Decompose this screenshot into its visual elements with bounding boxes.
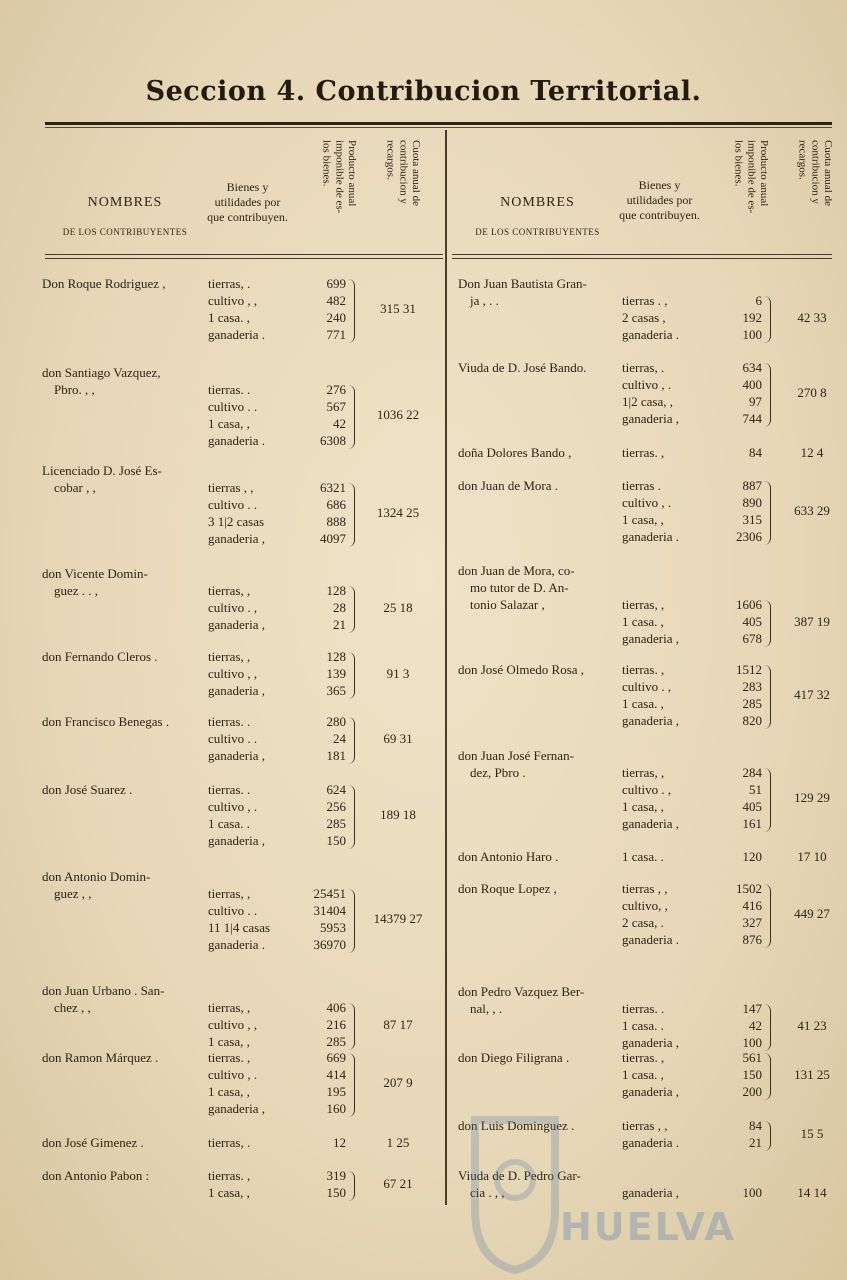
cuota-value: 315 31 [380,301,416,316]
value-brace [348,1003,355,1050]
contributor-name: don José Gimenez . [42,1135,144,1150]
watermark-text: HUELVA [560,1205,736,1249]
asset-item: tierras, , [622,765,665,780]
product-value: 21 [749,1135,762,1150]
asset-item: tierras . [622,478,661,493]
product-value: 890 [742,495,762,510]
asset-item: tierras . , [622,293,668,308]
contributor-name: don Ramon Márquez . [42,1050,159,1065]
product-value: 200 [742,1084,762,1099]
cuota-value: 25 18 [383,599,413,615]
asset-item: tierras. , [208,1168,251,1183]
product-value: 36970 [313,937,346,952]
asset-item: tierras, . [622,360,665,375]
value-brace [764,363,771,427]
asset-item: ganaderia , [622,1035,680,1050]
contributor-name: don Juan José Fernan- [458,748,574,763]
product-value: 147 [742,1001,762,1016]
asset-item: 11 1|4 casas [208,920,271,935]
contributor-name: don Antonio Haro . [458,849,559,864]
asset-item: tierras. , [622,662,665,677]
product-value: 12 [333,1135,346,1150]
asset-item: 1 casa, , [208,1034,250,1049]
contributor-name: Don Roque Rodriguez , [42,276,166,291]
product-value: 414 [326,1067,346,1082]
cuota-value: 270 8 [797,385,827,400]
header-separator-right-2 [452,258,832,259]
asset-item: tierras. , [208,1050,251,1065]
product-value: 240 [326,310,346,325]
asset-item: cultivo , , [208,666,258,681]
contributor-name: don José Suarez . [42,782,133,797]
product-value: 24 [333,731,346,746]
contributor-name: don Luis Dominguez . [458,1118,575,1133]
contributor-name: dez, Pbro . [470,765,526,780]
product-value: 150 [742,1067,762,1082]
top-rule-thin [45,127,832,128]
asset-item: 1 casa. . [622,849,664,864]
product-value: 482 [326,293,346,308]
cuota-value: 12 4 [800,444,824,460]
asset-item: cultivo , . [208,799,258,814]
contributor-name: doña Dolores Bando , [458,445,572,460]
asset-item: cultivo . , [622,782,672,797]
asset-item: ganaderia . [622,327,680,342]
product-value: 567 [326,399,346,414]
contributor-name: tonio Salazar , [470,597,545,612]
product-value: 365 [326,683,346,698]
header-separator-left [45,254,443,255]
header-cuota: Cuota anual de contribucion y recargos. [384,140,422,206]
product-value: 686 [326,497,346,512]
cuota-value: 129 29 [794,790,830,805]
contributor-name: don Antonio Pabon : [42,1168,150,1183]
contributor-name: Viuda de D. Pedro Gar- [458,1168,581,1183]
product-value: 84 [749,445,762,460]
value-brace [348,279,355,343]
product-value: 678 [742,631,762,646]
asset-item: ganaderia . [622,529,680,544]
asset-item: tierras. . [622,1001,665,1016]
asset-item: cultivo . . [208,731,258,746]
header-nombres-right: NOMBRES DE LOS CONTRIBUYENTES [475,195,600,237]
product-value: 100 [742,1185,762,1200]
cuota-value: 15 5 [800,1126,824,1141]
product-value: 319 [326,1168,346,1183]
asset-item: cultivo , . [208,1067,258,1082]
contributor-name: Viuda de D. José Bando. [458,360,587,375]
product-value: 181 [326,748,346,763]
product-value: 5953 [320,920,346,935]
cuota-value: 14379 27 [373,911,423,926]
product-value: 31404 [313,903,346,918]
asset-item: ganaderia , [208,748,266,763]
contributor-name: don Juan de Mora . [458,478,559,493]
value-brace [348,717,355,764]
cuota-value: 42 33 [797,309,827,325]
contributor-name: ja , . . [470,293,499,308]
contributor-name: guez , , [54,886,92,901]
asset-item: cultivo . . [208,399,258,414]
asset-item: cultivo . , [622,679,672,694]
product-value: 624 [326,782,346,797]
product-value: 406 [326,1000,346,1015]
contributor-name: don Roque Lopez , [458,881,557,896]
cuota-value: 1324 25 [376,505,420,520]
product-value: 699 [326,276,346,291]
asset-item: ganaderia , [208,1101,266,1116]
product-value: 42 [333,416,346,431]
product-value: 128 [326,583,346,598]
product-value: 150 [326,1185,346,1200]
product-value: 669 [326,1050,346,1065]
contributor-name: don Diego Filigrana . [458,1050,570,1065]
cuota-value: 41 23 [797,1017,827,1033]
product-value: 634 [742,360,762,375]
asset-item: tierras, , [622,597,665,612]
asset-item: 1 casa. , [208,310,250,325]
asset-item: tierras, , [208,886,251,901]
cuota-value: 91 3 [386,665,410,681]
product-value: 97 [749,394,762,409]
product-value: 1512 [736,662,762,677]
contributor-name: don Fernando Cleros . [42,649,158,664]
product-value: 285 [326,816,346,831]
header-bienes-right: Bienes y utilidades por que contribuyen. [619,178,700,222]
asset-item: tierras, . [208,276,251,291]
product-value: 283 [742,679,762,694]
contributor-name: don Pedro Vazquez Ber- [458,984,585,999]
asset-item: 1 casa, , [622,512,664,527]
contributor-name: Licenciado D. José Es- [42,463,162,478]
product-value: 4097 [320,531,346,546]
value-brace [348,385,355,449]
asset-item: tierras. . [208,382,251,397]
asset-item: ganaderia . [622,932,680,947]
cuota-value: 17 10 [797,848,827,864]
product-value: 405 [742,614,762,629]
product-value: 405 [742,799,762,814]
contributor-name: don Vicente Domin- [42,566,148,581]
contributor-name: don José Olmedo Rosa , [458,662,585,677]
asset-item: 3 1|2 casas [208,514,265,529]
header-producto-right: Producto anual imponible de es- los bienes. [732,140,770,214]
asset-item: tierras, . [208,1135,251,1150]
product-value: 276 [326,382,346,397]
cuota-value: 1 25 [386,1134,410,1150]
contributor-name: cia . , , [470,1185,505,1200]
header-separator-left-2 [45,258,443,259]
asset-item: 1 casa. , [622,614,664,629]
product-value: 285 [326,1034,346,1049]
contributor-name: Don Juan Bautista Gran- [458,276,587,291]
value-brace [348,1171,355,1201]
value-brace [764,1004,771,1051]
asset-item: ganaderia , [622,1185,680,1200]
asset-item: 1 casa. . [208,816,250,831]
cuota-value: 67 21 [383,1176,413,1191]
asset-item: 2 casas , [622,310,666,325]
asset-item: cultivo, , [622,898,668,913]
asset-item: tierras, , [208,1000,251,1015]
asset-item: ganaderia , [208,531,266,546]
product-value: 51 [749,782,762,797]
contributor-name: don Antonio Domin- [42,869,151,884]
asset-item: tierras , , [622,881,668,896]
value-brace [764,884,771,948]
value-brace [764,665,771,729]
cuota-value: 633 29 [794,503,830,518]
contributor-name: don Francisco Benegas . [42,714,170,729]
product-value: 195 [326,1084,346,1099]
product-value: 416 [742,898,762,913]
asset-item: tierras. , [622,445,665,460]
product-value: 256 [326,799,346,814]
asset-item: cultivo , . [622,495,672,510]
cuota-value: 189 18 [380,807,416,822]
header-separator-right [452,254,832,255]
asset-item: tierras , , [208,480,254,495]
asset-item: tierras, , [208,583,251,598]
asset-item: tierras , , [622,1118,668,1133]
asset-item: ganaderia , [208,833,266,848]
product-value: 120 [742,849,762,864]
value-brace [764,1053,771,1100]
product-value: 139 [326,666,346,681]
value-brace [348,586,355,633]
contributor-name: cobar , , [54,480,96,495]
asset-item: 1 casa. , [622,696,664,711]
product-value: 771 [326,327,346,342]
product-value: 327 [742,915,762,930]
asset-item: 1 casa. , [622,1067,664,1082]
asset-item: ganaderia , [622,1084,680,1099]
value-brace [764,600,771,647]
cuota-value: 87 17 [383,1016,413,1032]
product-value: 315 [742,512,762,527]
asset-item: ganaderia . [208,937,266,952]
product-value: 400 [742,377,762,392]
product-value: 1502 [736,881,762,896]
asset-item: ganaderia , [208,617,266,632]
cuota-value: 207 9 [383,1075,413,1090]
asset-item: tierras. , [622,1050,665,1065]
asset-item: cultivo . , [208,600,258,615]
page-title: Seccion 4. Contribucion Territorial. [145,76,702,107]
product-value: 100 [742,327,762,342]
contributor-name: mo tutor de D. An- [470,580,569,595]
asset-item: ganaderia , [622,631,680,646]
header-bienes: Bienes y utilidades por que contribuyen. [207,180,288,224]
value-brace [348,785,355,849]
product-value: 21 [333,617,346,632]
product-value: 820 [742,713,762,728]
asset-item: ganaderia . [208,327,266,342]
product-value: 744 [742,411,762,426]
cuota-value: 14 14 [797,1184,827,1200]
asset-item: tierras. . [208,782,251,797]
contributor-name: nal, , . [470,1001,503,1016]
product-value: 28 [333,600,346,615]
asset-item: 1 casa, , [208,1084,250,1099]
product-value: 25451 [313,886,346,901]
asset-item: tierras, , [208,649,251,664]
product-value: 100 [742,1035,762,1050]
archive-watermark-icon [455,1110,775,1280]
asset-item: 1 casa, , [208,1185,250,1200]
product-value: 1606 [736,597,762,612]
asset-item: 1|2 casa, , [622,394,673,409]
header-nombres: NOMBRES DE LOS CONTRIBUYENTES [62,195,188,237]
product-value: 6308 [320,433,346,448]
contributor-name: don Juan de Mora, co- [458,563,575,578]
contributor-name: chez , , [54,1000,91,1015]
column-divider [445,130,447,1205]
value-brace [764,481,771,545]
cuota-value: 131 25 [794,1066,830,1082]
contributor-name: don Juan Urbano . San- [42,983,165,998]
asset-item: ganaderia , [208,683,266,698]
asset-item: cultivo . . [208,903,258,918]
asset-item: cultivo . . [208,497,258,512]
value-brace [348,652,355,699]
value-brace [348,483,355,547]
product-value: 42 [749,1018,762,1033]
product-value: 128 [326,649,346,664]
asset-item: tierras. . [208,714,251,729]
value-brace [348,889,355,953]
product-value: 6321 [320,480,346,495]
asset-item: ganaderia , [622,816,680,831]
contributor-name: guez . . , [54,583,99,598]
product-value: 6 [755,293,762,308]
product-value: 284 [742,765,762,780]
product-value: 84 [749,1118,762,1133]
product-value: 888 [326,514,346,529]
header-producto: Producto anual imponible de es- los bienes. [320,140,358,214]
product-value: 2306 [736,529,762,544]
product-value: 150 [326,833,346,848]
cuota-value: 417 32 [794,687,830,702]
product-value: 887 [742,478,762,493]
value-brace [764,768,771,832]
contributor-name: don Santiago Vazquez, [42,365,161,380]
value-brace [348,1053,355,1117]
product-value: 285 [742,696,762,711]
product-value: 192 [742,310,762,325]
asset-item: ganaderia . [622,1135,680,1150]
asset-item: 1 casa, , [622,799,664,814]
asset-item: cultivo , . [622,377,672,392]
cuota-value: 387 19 [794,613,830,629]
cuota-value: 69 31 [383,730,413,746]
asset-item: ganaderia , [622,411,680,426]
product-value: 876 [742,932,762,947]
product-value: 161 [742,816,762,831]
asset-item: ganaderia , [622,713,680,728]
top-rule [45,122,832,125]
cuota-value: 449 27 [794,906,830,921]
asset-item: ganaderia . [208,433,266,448]
asset-item: cultivo , , [208,293,258,308]
header-cuota-right: Cuota anual de contribucion y recargos. [796,140,834,206]
product-value: 561 [742,1050,762,1065]
product-value: 280 [326,714,346,729]
asset-item: 2 casa, . [622,915,664,930]
asset-item: 1 casa, , [208,416,250,431]
asset-item: cultivo , , [208,1017,258,1032]
product-value: 216 [326,1017,346,1032]
asset-item: 1 casa. . [622,1018,664,1033]
contributor-name: Pbro. , , [54,382,95,397]
value-brace [764,296,771,343]
cuota-value: 1036 22 [376,407,420,422]
product-value: 160 [326,1101,346,1116]
